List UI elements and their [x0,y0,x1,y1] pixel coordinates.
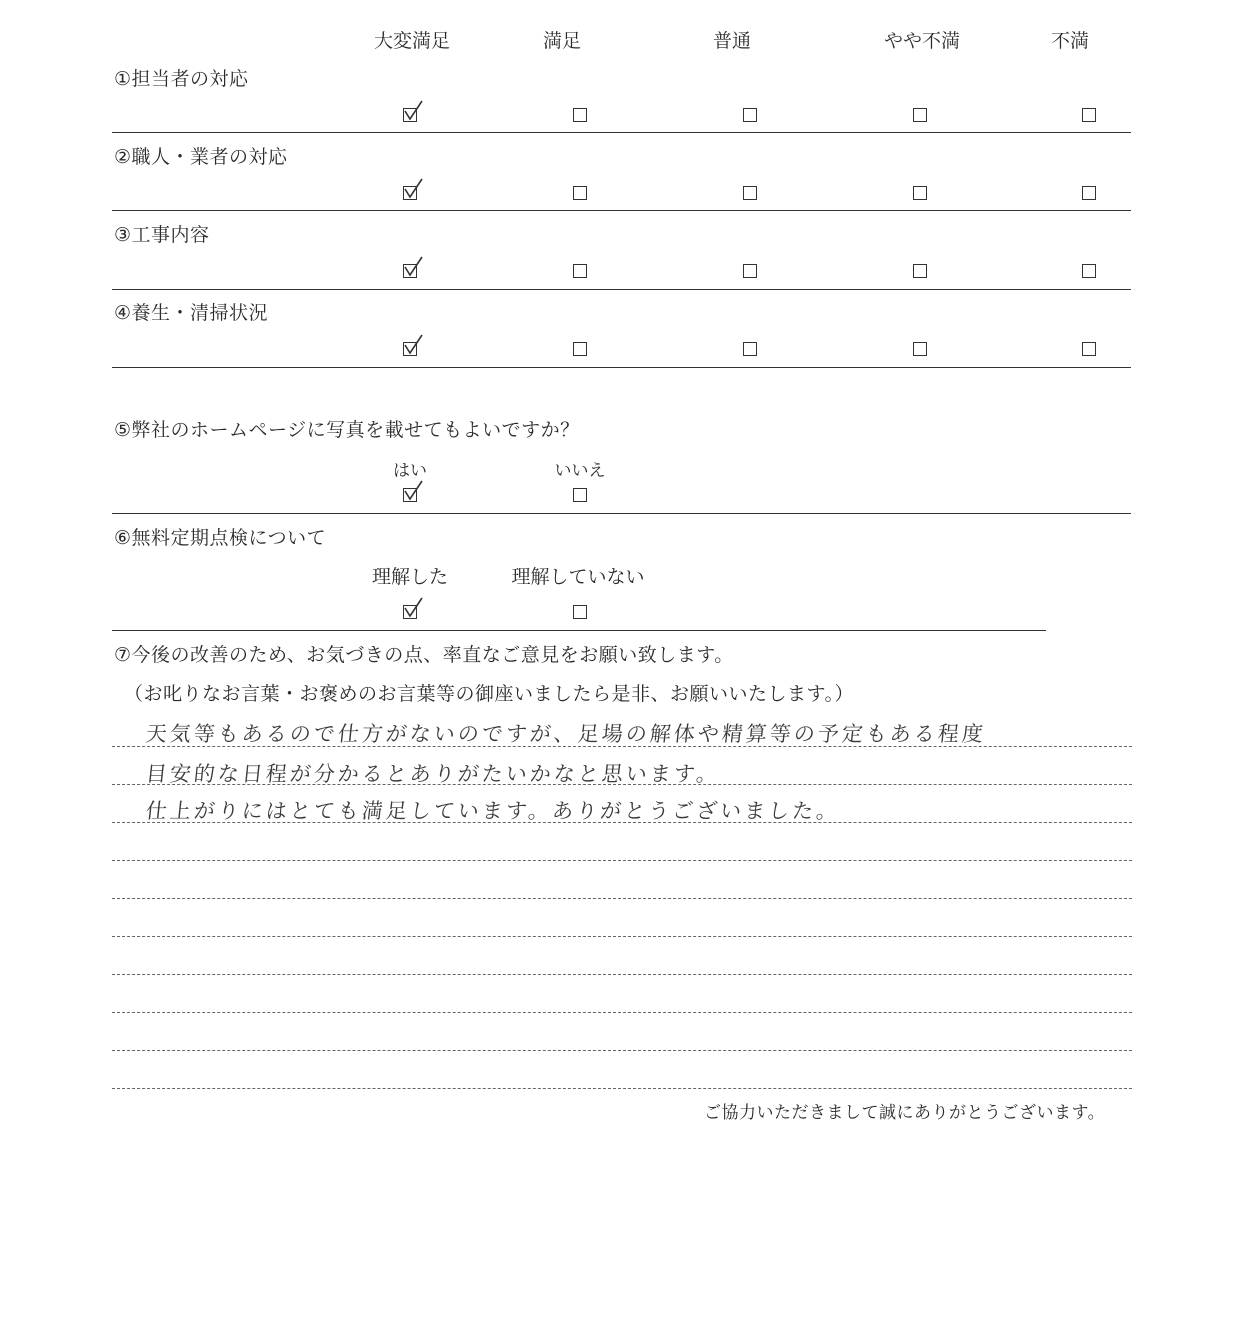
divider [112,630,1046,631]
checkmark-icon [403,255,427,279]
q4-checkbox-satisfied[interactable] [573,342,587,356]
q2-checkbox-very-satisfied[interactable] [403,186,417,200]
divider [112,210,1131,211]
q4-checkbox-somewhat-dissatisfied[interactable] [913,342,927,356]
q5-checkbox-no[interactable] [573,488,587,502]
q4-checkbox-very-satisfied[interactable] [403,342,417,356]
q3-checkbox-very-satisfied[interactable] [403,264,417,278]
scale-label-very-satisfied: 大変満足 [373,30,451,52]
q2-checkbox-satisfied[interactable] [573,186,587,200]
q5-checkbox-yes[interactable] [403,488,417,502]
divider [112,132,1131,133]
q5-option-no-label: いいえ [554,461,606,481]
divider [112,513,1131,514]
writing-line [112,936,1132,937]
q3-checkbox-somewhat-dissatisfied[interactable] [913,264,927,278]
checkmark-icon [403,177,427,201]
question-6-label: ⑥無料定期点検について [114,527,327,549]
writing-line [112,860,1132,861]
q6-option-understood-label: 理解した [371,566,449,588]
q5-option-yes-label: はい [393,461,427,481]
q1-checkbox-dissatisfied[interactable] [1082,108,1096,122]
q6-checkbox-understood[interactable] [403,605,417,619]
q2-checkbox-dissatisfied[interactable] [1082,186,1096,200]
checkmark-icon [403,479,427,503]
q2-checkbox-somewhat-dissatisfied[interactable] [913,186,927,200]
answer-line-2: 目安的な日程が分かるとありがたいかなと思います。 [144,762,722,786]
q3-checkbox-neutral[interactable] [743,264,757,278]
question-7-sub-label: （お叱りなお言葉・お褒めのお言葉等の御座いましたら是非、お願いいたします。） [124,683,854,705]
q4-checkbox-dissatisfied[interactable] [1082,342,1096,356]
q6-checkbox-not-understood[interactable] [573,605,587,619]
q6-option-not-understood-label: 理解していない [511,566,645,588]
question-7-label: ⑦今後の改善のため、お気づきの点、率直なご意見をお願い致します。 [114,644,734,666]
divider [112,367,1131,368]
q1-checkbox-satisfied[interactable] [573,108,587,122]
checkmark-icon [403,333,427,357]
answer-line-3: 仕上がりにはとても満足しています。ありがとうございました。 [144,799,842,823]
scale-label-somewhat-dissatisfied: やや不満 [883,30,961,52]
writing-line [112,898,1132,899]
q2-checkbox-neutral[interactable] [743,186,757,200]
question-5-label: ⑤弊社のホームページに写真を載せてもよいですか？ [114,419,580,441]
answer-line-1: 天気等もあるので仕方がないのですが、足場の解体や精算等の予定もある程度 [144,722,988,746]
scale-label-dissatisfied: 不満 [1050,30,1090,52]
writing-line [112,784,1132,785]
writing-line [112,1012,1132,1013]
question-1-label: ①担当者の対応 [114,68,249,90]
question-3-label: ③工事内容 [114,224,210,246]
divider [112,289,1131,290]
footer-thanks: ご協力いただきまして誠にありがとうございます。 [704,1103,1106,1123]
question-2-label: ②職人・業者の対応 [114,146,288,168]
checkmark-icon [403,596,427,620]
scale-label-satisfied: 満足 [542,30,582,52]
q1-checkbox-very-satisfied[interactable] [403,108,417,122]
writing-line [112,1088,1132,1089]
q1-checkbox-neutral[interactable] [743,108,757,122]
writing-line [112,1050,1132,1051]
q3-checkbox-dissatisfied[interactable] [1082,264,1096,278]
writing-line [112,746,1132,747]
q1-checkbox-somewhat-dissatisfied[interactable] [913,108,927,122]
q4-checkbox-neutral[interactable] [743,342,757,356]
question-4-label: ④養生・清掃状況 [114,302,269,324]
writing-line [112,822,1132,823]
scale-label-neutral: 普通 [712,30,752,52]
checkmark-icon [403,99,427,123]
writing-line [112,974,1132,975]
q3-checkbox-satisfied[interactable] [573,264,587,278]
